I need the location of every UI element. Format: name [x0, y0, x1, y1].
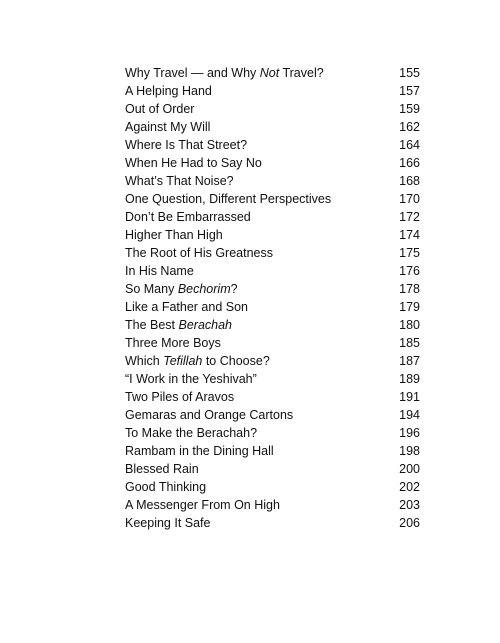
toc-entry [125, 244, 420, 262]
toc-entry-page-number: 178 [399, 282, 420, 296]
toc-entry-title: Like a Father and Son [125, 300, 248, 314]
toc-entry-page-number: 206 [399, 516, 420, 530]
toc-entry-title: Rambam in the Dining Hall [125, 444, 274, 458]
toc-entry-page-number: 164 [399, 138, 420, 152]
toc-entry [125, 352, 420, 370]
toc-entry-title: One Question, Different Perspectives [125, 192, 332, 206]
toc-entry-page-number: 202 [399, 480, 420, 494]
toc-entry-page-number: 168 [399, 174, 420, 188]
toc-entry-title: Where Is That Street? [125, 138, 248, 152]
toc-entry-title: In His Name [125, 264, 194, 278]
toc-entry-page-number: 179 [399, 300, 420, 314]
toc-entry-page-number: 196 [399, 426, 420, 440]
toc-entry-title: Good Thinking [125, 480, 207, 494]
toc-entry-page-number: 203 [399, 498, 420, 512]
toc-entry [125, 514, 420, 532]
toc-entry-title: Against My Will [125, 120, 211, 134]
toc-entry [125, 100, 420, 118]
toc-entry [125, 154, 420, 172]
toc-entry [125, 280, 420, 298]
toc-entry [125, 334, 420, 352]
toc-entry [125, 388, 420, 406]
toc-italic-term: Not [259, 66, 280, 80]
toc-entry-title: A Messenger From On High [125, 498, 280, 512]
toc-entry [125, 118, 420, 136]
toc-entry-page-number: 189 [399, 372, 420, 386]
toc-entry-page-number: 155 [399, 66, 420, 80]
toc-entry-title: Gemaras and Orange Cartons [125, 408, 294, 422]
toc-entry [125, 136, 420, 154]
toc-entry-page-number: 175 [399, 246, 420, 260]
toc-entry-page-number: 185 [399, 336, 420, 350]
toc-entry-page-number: 180 [399, 318, 420, 332]
toc-entry-title: Which Tefillah to Choose? [125, 354, 270, 368]
toc-italic-term: Tefillah [163, 354, 203, 368]
toc-entry [125, 262, 420, 280]
toc-entry-page-number: 200 [399, 462, 420, 476]
toc-entry [125, 208, 420, 226]
toc-entry-title: Why Travel — and Why Not Travel? [125, 66, 324, 80]
toc-entry-title: A Helping Hand [125, 84, 212, 98]
toc-entry [125, 442, 420, 460]
toc-entry [125, 82, 420, 100]
toc-entry [125, 298, 420, 316]
toc-entry-page-number: 187 [399, 354, 420, 368]
toc-entry [125, 496, 420, 514]
toc-entry [125, 460, 420, 478]
toc-entry-title: The Best Berachah [125, 318, 233, 332]
toc-entry-page-number: 174 [399, 228, 420, 242]
toc-entry-page-number: 194 [399, 408, 420, 422]
toc-list [125, 64, 420, 532]
toc-entry [125, 172, 420, 190]
toc-entry-page-number: 166 [399, 156, 420, 170]
toc-entry-title: Blessed Rain [125, 462, 199, 476]
toc-entry [125, 424, 420, 442]
toc-entry-page-number: 170 [399, 192, 420, 206]
toc-entry-page-number: 191 [399, 390, 420, 404]
toc-entry [125, 226, 420, 244]
toc-entry-title: When He Had to Say No [125, 156, 262, 170]
toc-italic-term: Bechorim [177, 282, 231, 296]
toc-entry-page-number: 198 [399, 444, 420, 458]
toc-entry-page-number: 162 [399, 120, 420, 134]
toc-entry-title: Higher Than High [125, 228, 223, 242]
toc-entry-title: Keeping It Safe [125, 516, 211, 530]
toc-entry [125, 316, 420, 334]
toc-entry-title: What’s That Noise? [125, 174, 234, 188]
toc-entry [125, 370, 420, 388]
toc-entry [125, 64, 420, 82]
toc-entry-title: Two Piles of Aravos [125, 390, 235, 404]
toc-entry-title: Don’t Be Embarrassed [125, 210, 251, 224]
toc-entry-title: “I Work in the Yeshivah” [125, 372, 257, 386]
toc-italic-term: Berachah [178, 318, 233, 332]
toc-entry [125, 190, 420, 208]
toc-entry-title: To Make the Berachah? [125, 426, 258, 440]
toc-entry-title: Three More Boys [125, 336, 221, 350]
toc-entry-page-number: 172 [399, 210, 420, 224]
toc-entry-title: Out of Order [125, 102, 195, 116]
toc-entry-title: The Root of His Greatness [125, 246, 273, 260]
toc-entry [125, 406, 420, 424]
toc-entry-page-number: 159 [399, 102, 420, 116]
toc-entry [125, 478, 420, 496]
toc-entry-page-number: 157 [399, 84, 420, 98]
toc-entry-title: So Many Bechorim? [125, 282, 238, 296]
toc-entry-page-number: 176 [399, 264, 420, 278]
